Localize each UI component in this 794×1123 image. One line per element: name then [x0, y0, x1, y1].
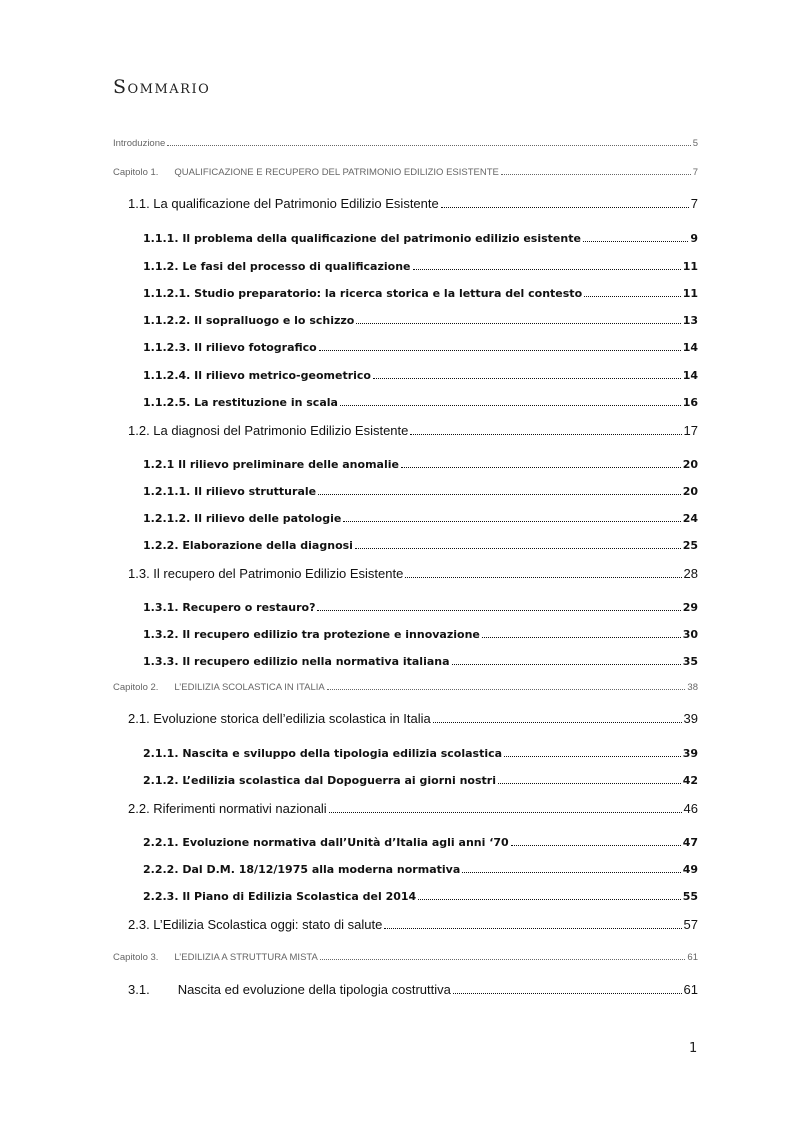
- toc-entry-label: 1.1.2.2. Il sopralluogo e lo schizzo: [143, 314, 355, 327]
- toc-entry-1-2-2[interactable]: [143, 539, 698, 552]
- dot-leader: [318, 494, 681, 495]
- dot-leader: [452, 664, 681, 665]
- toc-entry-label: 1.3.2. Il recupero edilizio tra protezione e innovazione: [143, 628, 480, 641]
- dot-leader: [320, 959, 686, 960]
- dot-leader: [482, 637, 681, 638]
- dot-leader: [343, 521, 680, 522]
- toc-entry-capitolo-2[interactable]: [113, 682, 698, 693]
- toc-page-number: 57: [683, 917, 698, 932]
- dot-leader: [433, 722, 682, 723]
- toc-entry-label: QUALIFICAZIONE E RECUPERO DEL PATRIMONIO EDILIZIO ESISTENTE: [174, 167, 499, 178]
- toc-entry-label: Introduzione: [113, 138, 166, 149]
- toc-entry-3-1[interactable]: [128, 982, 698, 997]
- toc-page-number: 42: [682, 774, 698, 787]
- toc-entry-2-2-2[interactable]: [143, 863, 698, 876]
- toc-page-number: 55: [682, 890, 698, 903]
- toc-entry-label: 2.3. L’Edilizia Scolastica oggi: stato di salute: [128, 917, 383, 932]
- toc-page-number: 7: [690, 196, 698, 211]
- toc-entry-label: 1.3.1. Recupero o restauro?: [143, 601, 316, 614]
- toc-page-number: 9: [690, 232, 698, 245]
- toc-page-number: 24: [682, 512, 698, 525]
- toc-entry-label: 2.2.3. Il Piano di Edilizia Scolastica del 2014: [143, 890, 417, 903]
- toc-page-number: 20: [682, 458, 698, 471]
- page-number: 1: [689, 1041, 698, 1056]
- toc-entry-label: 1.1.2. Le fasi del processo di qualificazione: [143, 260, 411, 273]
- toc-page-number: 7: [692, 167, 698, 178]
- toc-entry-label: 2.2.2. Dal D.M. 18/12/1975 alla moderna normativa: [143, 863, 461, 876]
- toc-entry-label: 1.3.3. Il recupero edilizio nella normativa italiana: [143, 655, 450, 668]
- dot-leader: [501, 174, 691, 175]
- toc-entry-label: 1.2.1.1. Il rilievo strutturale: [143, 485, 317, 498]
- toc-entry-1-1-2-5[interactable]: [143, 396, 698, 409]
- toc-page-number: 28: [683, 566, 698, 581]
- toc-entry-label: 1.2.2. Elaborazione della diagnosi: [143, 539, 353, 552]
- toc-entry-capitolo-1[interactable]: [113, 167, 698, 178]
- dot-leader: [327, 689, 686, 690]
- dot-leader: [373, 378, 681, 379]
- toc-entry-1-3[interactable]: [128, 566, 698, 581]
- toc-entry-label: 1.3. Il recupero del Patrimonio Edilizio Esistente: [128, 566, 404, 581]
- toc-page-number: 38: [687, 682, 698, 693]
- toc-page-number: 30: [682, 628, 698, 641]
- toc-entry-2-1-1[interactable]: [143, 747, 698, 760]
- toc-entry-label: Nascita ed evoluzione della tipologia costruttiva: [177, 982, 451, 997]
- dot-leader: [511, 845, 681, 846]
- dot-leader: [583, 241, 688, 242]
- toc-entry-2-3[interactable]: [128, 917, 698, 932]
- toc-entry-number: 3.1.: [128, 982, 150, 997]
- toc-entry-label: 1.2.1.2. Il rilievo delle patologie: [143, 512, 342, 525]
- dot-leader: [498, 783, 681, 784]
- toc-page-number: 47: [682, 836, 698, 849]
- page-title: Sommario: [113, 76, 211, 98]
- toc-entry-label: 1.2.1 Il rilievo preliminare delle anomalie: [143, 458, 399, 471]
- toc-entry-1-3-3[interactable]: [143, 655, 698, 668]
- toc-entry-1-1[interactable]: [128, 196, 698, 211]
- dot-leader: [355, 548, 681, 549]
- toc-entry-2-2[interactable]: [128, 801, 698, 816]
- chapter-number: Capitolo 2.: [113, 682, 159, 693]
- toc-entry-2-2-1[interactable]: [143, 836, 698, 849]
- toc-page-number: 49: [682, 863, 698, 876]
- dot-leader: [405, 577, 681, 578]
- toc-page-number: 25: [682, 539, 698, 552]
- toc-entry-capitolo-3[interactable]: [113, 952, 698, 963]
- toc-entry-label: 2.2. Riferimenti normativi nazionali: [128, 801, 327, 816]
- toc-entry-label: 1.1.2.4. Il rilievo metrico-geometrico: [143, 369, 371, 382]
- toc-entry-1-1-1[interactable]: [143, 232, 698, 245]
- toc-entry-label: 2.2.1. Evoluzione normativa dall’Unità d’Italia agli anni ‘70: [143, 836, 509, 849]
- dot-leader: [356, 323, 680, 324]
- toc-entry-1-2-1[interactable]: [143, 458, 698, 471]
- toc-page-number: 14: [682, 369, 698, 382]
- toc-page-number: 46: [683, 801, 698, 816]
- toc-entry-label: 1.1. La qualificazione del Patrimonio Edilizio Esistente: [128, 196, 439, 211]
- toc-entry-label: 1.1.2.5. La restituzione in scala: [143, 396, 338, 409]
- toc-page-number: 35: [682, 655, 698, 668]
- toc-entry-1-2[interactable]: [128, 423, 698, 438]
- dot-leader: [340, 405, 681, 406]
- dot-leader: [418, 899, 681, 900]
- toc-page-number: 11: [682, 287, 698, 300]
- toc-entry-label: 1.2. La diagnosi del Patrimonio Edilizio Esistente: [128, 423, 409, 438]
- dot-leader: [462, 872, 680, 873]
- toc-entry-1-3-2[interactable]: [143, 628, 698, 641]
- toc-entry-1-1-2[interactable]: [143, 260, 698, 273]
- dot-leader: [384, 928, 681, 929]
- toc-entry-label: 2.1.1. Nascita e sviluppo della tipologia edilizia scolastica: [143, 747, 503, 760]
- toc-entry-2-1-2[interactable]: [143, 774, 698, 787]
- toc-page-number: 13: [682, 314, 698, 327]
- toc-entry-label: 2.1.2. L’edilizia scolastica dal Dopoguerra ai giorni nostri: [143, 774, 496, 787]
- toc-entry-1-1-2-3[interactable]: [143, 341, 698, 354]
- chapter-number: Capitolo 1.: [113, 167, 159, 178]
- dot-leader: [504, 756, 681, 757]
- toc-entry-1-1-2-4[interactable]: [143, 369, 698, 382]
- dot-leader: [410, 434, 681, 435]
- toc-page-number: 17: [683, 423, 698, 438]
- toc-page-number: 14: [682, 341, 698, 354]
- toc-entry-1-2-1-2[interactable]: [143, 512, 698, 525]
- dot-leader: [453, 993, 682, 994]
- toc-page-number: 5: [692, 138, 698, 149]
- toc-entry-label: 2.1. Evoluzione storica dell’edilizia scolastica in Italia: [128, 711, 431, 726]
- toc-page-number: 16: [682, 396, 698, 409]
- dot-leader: [329, 812, 682, 813]
- toc-entry-1-1-2-2[interactable]: [143, 314, 698, 327]
- toc-page-number: 39: [682, 747, 698, 760]
- toc-entry-introduzione[interactable]: [113, 138, 698, 149]
- dot-leader: [167, 145, 690, 146]
- toc-entry-1-2-1-1[interactable]: [143, 485, 698, 498]
- toc-entry-2-1[interactable]: [128, 711, 698, 726]
- toc-page-number: 29: [682, 601, 698, 614]
- chapter-number: Capitolo 3.: [113, 952, 159, 963]
- dot-leader: [441, 207, 689, 208]
- toc-entry-label: 1.1.2.3. Il rilievo fotografico: [143, 341, 317, 354]
- dot-leader: [317, 610, 680, 611]
- toc-entry-label: 1.1.2.1. Studio preparatorio: la ricerca storica e la lettura del contesto: [143, 287, 583, 300]
- toc-page-number: 39: [683, 711, 698, 726]
- toc-entry-label: L’EDILIZIA SCOLASTICA IN ITALIA: [174, 682, 325, 693]
- toc-page-number: 20: [682, 485, 698, 498]
- dot-leader: [413, 269, 681, 270]
- toc-entry-1-1-2-1[interactable]: [143, 287, 698, 300]
- toc-page-number: 61: [683, 982, 698, 997]
- toc-page-number: 61: [687, 952, 698, 963]
- toc-entry-1-3-1[interactable]: [143, 601, 698, 614]
- dot-leader: [401, 467, 681, 468]
- dot-leader: [584, 296, 681, 297]
- toc-entry-label: L’EDILIZIA A STRUTTURA MISTA: [174, 952, 318, 963]
- toc-page-number: 11: [682, 260, 698, 273]
- dot-leader: [319, 350, 681, 351]
- toc-entry-label: 1.1.1. Il problema della qualificazione del patrimonio edilizio esistente: [143, 232, 581, 245]
- toc-entry-2-2-3[interactable]: [143, 890, 698, 903]
